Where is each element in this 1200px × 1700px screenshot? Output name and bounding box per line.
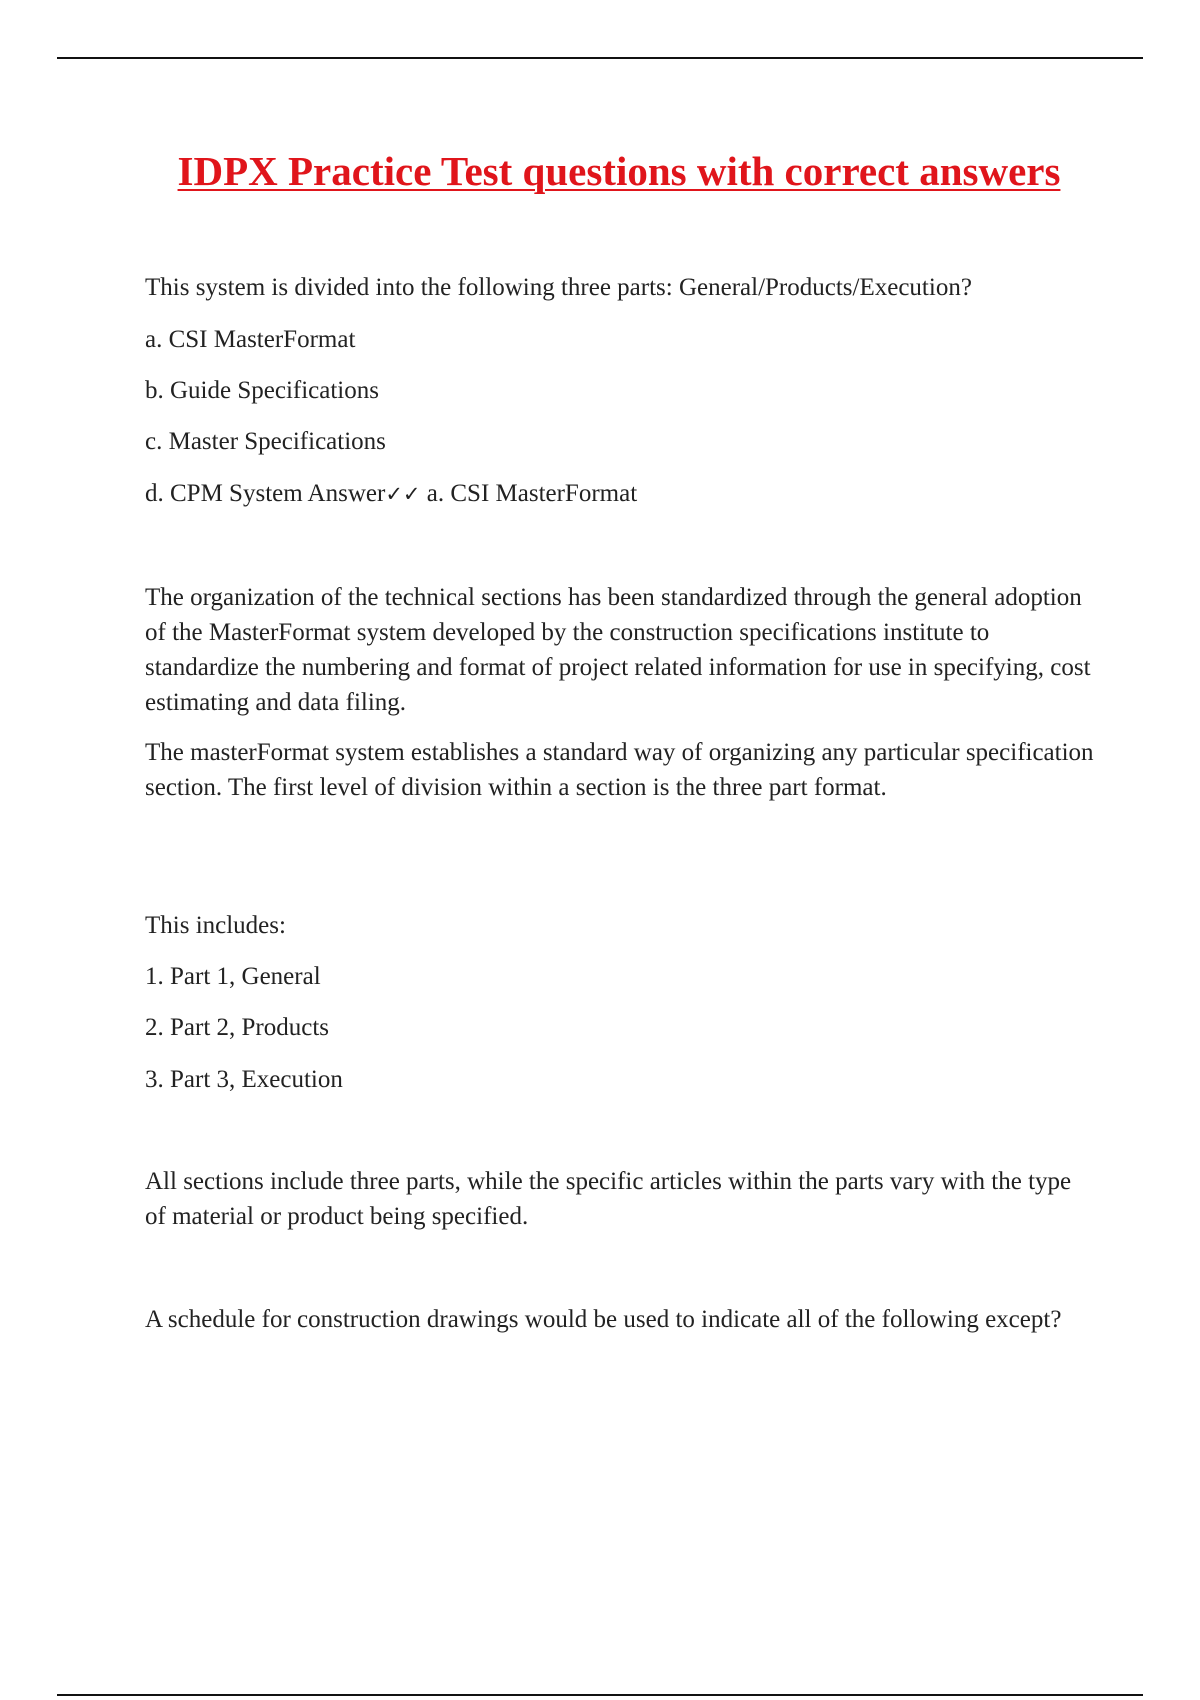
check-marks-icon: ✓✓ — [385, 482, 421, 506]
question-1-option-c: c. Master Specifications — [145, 428, 386, 455]
question-1-prompt: This system is divided into the following three parts: General/Products/Execution? — [145, 274, 972, 301]
header-rule — [57, 57, 1143, 59]
explanation-paragraph-3: All sections include three parts, while the specific articles within the parts vary with the type of material or product being specified. — [145, 1168, 1072, 1230]
option-d-text: d. CPM System Answer — [145, 480, 386, 507]
document-title: IDPX Practice Test questions with correct answers — [177, 148, 1061, 194]
explanation-paragraph-1: The organization of the technical sections has been standardized through the general adoption of the MasterFormat system developed by the construction specifications institute to standardize the numbering and format of project related information for use in specifying, cost estimating and data filing. — [145, 584, 1091, 716]
question-1-option-d-answer — [145, 476, 637, 512]
explanation-paragraph-2: The masterFormat system establishes a standard way of organizing any particular specification section. The first level of division within a section is the three part format. — [145, 739, 1094, 801]
part-list-item-3: 3. Part 3, Execution — [145, 1066, 343, 1093]
question-2-prompt: A schedule for construction drawings would be used to indicate all of the following except? — [145, 1306, 1062, 1333]
part-list-item-1: 1. Part 1, General — [145, 963, 321, 990]
question-1-option-b: b. Guide Specifications — [145, 377, 379, 404]
includes-label: This includes: — [145, 912, 286, 939]
footer-rule — [57, 1694, 1143, 1696]
question-1-option-a: a. CSI MasterFormat — [145, 326, 356, 353]
part-list-item-2: 2. Part 2, Products — [145, 1014, 330, 1041]
correct-answer: a. CSI MasterFormat — [426, 480, 638, 507]
